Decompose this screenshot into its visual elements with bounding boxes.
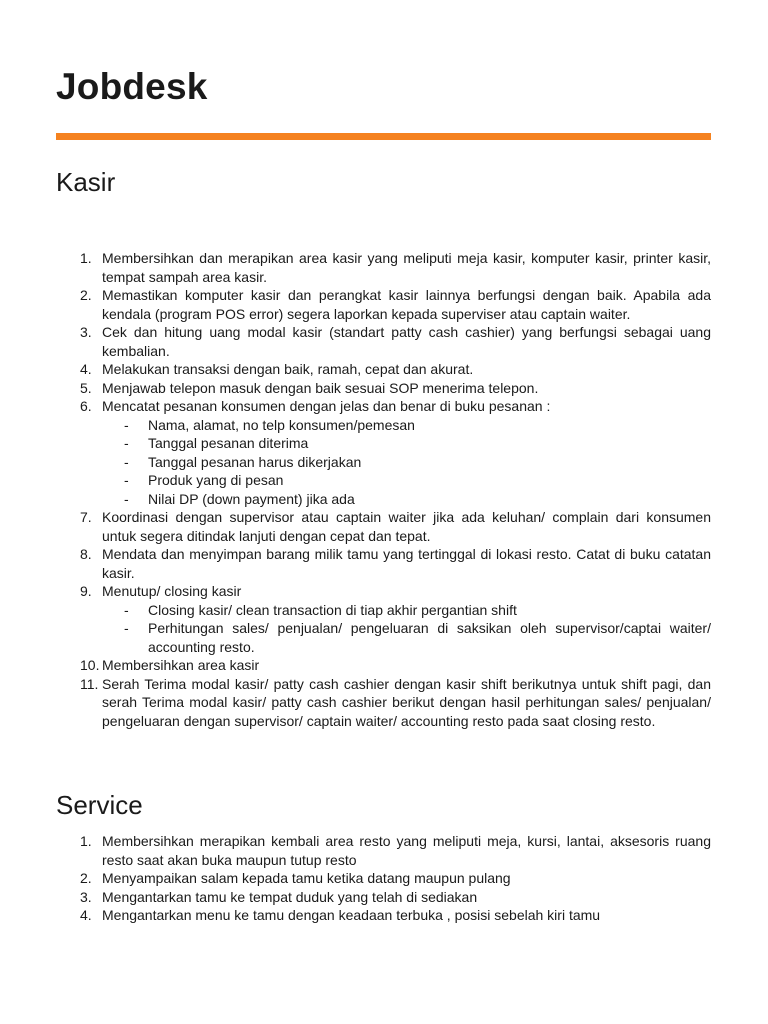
list-item-number bbox=[56, 888, 102, 907]
list-item-number bbox=[56, 397, 102, 416]
dash-bullet: - bbox=[124, 416, 129, 433]
section-heading-kasir: Kasir bbox=[56, 167, 116, 197]
sub-list-item-text: Produk yang di pesan bbox=[148, 472, 284, 488]
list-item-number-text: 6. bbox=[80, 398, 92, 414]
list-item-text: Mengantarkan menu ke tamu dengan keadaan terbuka , posisi sebelah kiri tamu bbox=[102, 907, 601, 923]
list-item-text: Membersihkan area kasir bbox=[102, 657, 260, 673]
sub-list-item-text: Tanggal pesanan diterima bbox=[148, 435, 309, 451]
list-item-number-text: 10. bbox=[80, 657, 100, 673]
list-item-number-text: 4. bbox=[80, 907, 92, 923]
list-item-number-text: 1. bbox=[80, 833, 92, 849]
list-item bbox=[56, 323, 711, 360]
sub-list-item bbox=[56, 416, 711, 435]
list-item bbox=[56, 656, 711, 675]
list-item-number bbox=[56, 286, 102, 323]
sub-list-item bbox=[56, 453, 711, 472]
dash-bullet: - bbox=[124, 601, 129, 618]
list-item-number-text: 2. bbox=[80, 870, 92, 886]
list-item-number bbox=[56, 545, 102, 582]
page-title: Jobdesk bbox=[56, 66, 208, 107]
list-item bbox=[56, 888, 711, 907]
dash-bullet: - bbox=[124, 490, 129, 507]
list-item bbox=[56, 360, 711, 379]
list-item-number bbox=[56, 508, 102, 545]
sub-list-item-text: Tanggal pesanan harus dikerjakan bbox=[148, 453, 362, 470]
list-item-number-text: 8. bbox=[80, 546, 92, 562]
list-item-text: Mendata dan menyimpan barang milik tamu yang tertinggal di lokasi resto. Catat di buku catatan kasir. bbox=[102, 546, 711, 581]
list-item bbox=[56, 397, 711, 416]
list-item-number bbox=[56, 906, 102, 925]
list-item-text: Cek dan hitung uang modal kasir (standart patty cash cashier) yang berfungsi sebagai uang kembalian. bbox=[102, 324, 711, 359]
list-item-number bbox=[56, 379, 102, 398]
list-item bbox=[56, 249, 711, 286]
dash-bullet: - bbox=[124, 620, 129, 636]
list-item-number-text: 4. bbox=[80, 361, 92, 377]
sub-list-item-text: Closing kasir/ clean transaction di tiap akhir pergantian shift bbox=[148, 601, 517, 618]
list-item bbox=[56, 869, 711, 888]
list-item-number-text: 3. bbox=[80, 888, 92, 905]
list-item-number bbox=[56, 656, 102, 675]
list-item-number-text: 9. bbox=[80, 583, 92, 599]
list-item-number-text: 11. bbox=[80, 675, 99, 692]
list-item-text: Membersihkan merapikan kembali area resto yang meliputi meja, kursi, lantai, aksesoris ruang resto saat akan buka maupun tutup resto bbox=[102, 833, 711, 868]
sub-list-item-text: Perhitungan sales/ penjualan/ pengeluaran di saksikan oleh supervisor/captai waiter/ accounting resto. bbox=[148, 620, 711, 655]
list-item-text: Memastikan komputer kasir dan perangkat kasir lainnya berfungsi dengan baik. Apabila ada kendala (program POS error) segera laporkan kepada superviser atau captain waiter. bbox=[102, 287, 711, 322]
list-item-number bbox=[56, 323, 102, 360]
list-item-number bbox=[56, 869, 102, 888]
list-item bbox=[56, 832, 711, 869]
list-item-text: Menyampaikan salam kepada tamu ketika datang maupun pulang bbox=[102, 870, 511, 886]
list-item-number-text: 3. bbox=[80, 324, 92, 340]
list-item bbox=[56, 675, 711, 731]
list-item-number bbox=[56, 582, 102, 601]
list-item-number-text: 1. bbox=[80, 250, 92, 266]
list-item-text: Menjawab telepon masuk dengan baik sesuai SOP menerima telepon. bbox=[102, 379, 539, 396]
kasir-list bbox=[56, 249, 711, 730]
sub-list-item bbox=[56, 619, 711, 656]
list-item-number bbox=[56, 249, 102, 286]
list-item-text: Melakukan transaksi dengan baik, ramah, cepat dan akurat. bbox=[102, 361, 474, 377]
section-heading-service: Service bbox=[56, 790, 143, 820]
list-item-text: Menutup/ closing kasir bbox=[102, 583, 242, 599]
list-item bbox=[56, 379, 711, 398]
dash-bullet: - bbox=[124, 435, 129, 451]
sub-list-item bbox=[56, 434, 711, 453]
list-item bbox=[56, 286, 711, 323]
list-item-number-text: 5. bbox=[80, 379, 92, 396]
list-item-text: Serah Terima modal kasir/ patty cash cashier dengan kasir shift berikutnya untuk shift pagi, dan serah Terima modal kasir/ patty cash cashier berikut dengan hasil perhitungan sales/ penjualan/ pengeluaran dengan supervisor/ captain waiter/ accounting resto pada saat closing resto. bbox=[102, 675, 711, 729]
list-item-number-text: 7. bbox=[80, 509, 92, 525]
dash-bullet: - bbox=[124, 453, 129, 470]
list-item-number bbox=[56, 675, 102, 731]
list-item-text: Koordinasi dengan supervisor atau captain waiter jika ada keluhan/ complain dari konsumen untuk segera ditindak lanjuti dengan cepat dan tepat. bbox=[102, 509, 711, 544]
list-item-number bbox=[56, 832, 102, 869]
list-item-text: Membersihkan dan merapikan area kasir yang meliputi meja kasir, komputer kasir, printer kasir, tempat sampah area kasir. bbox=[102, 250, 711, 285]
sub-list-item-text: Nama, alamat, no telp konsumen/pemesan bbox=[148, 416, 415, 433]
service-list bbox=[56, 832, 711, 925]
list-item bbox=[56, 545, 711, 582]
sub-list-item bbox=[56, 601, 711, 620]
list-item-number-text: 2. bbox=[80, 287, 92, 303]
list-item bbox=[56, 906, 711, 925]
list-item bbox=[56, 582, 711, 601]
list-item bbox=[56, 508, 711, 545]
title-divider bbox=[56, 133, 711, 140]
list-item-text: Mencatat pesanan konsumen dengan jelas dan benar di buku pesanan : bbox=[102, 398, 551, 414]
sub-list-item-text: Nilai DP (down payment) jika ada bbox=[148, 490, 355, 507]
sub-list-item bbox=[56, 471, 711, 490]
list-item-number bbox=[56, 360, 102, 379]
list-item-text: Mengantarkan tamu ke tempat duduk yang telah di sediakan bbox=[102, 888, 478, 905]
sub-list-item bbox=[56, 490, 711, 509]
dash-bullet: - bbox=[124, 472, 129, 488]
